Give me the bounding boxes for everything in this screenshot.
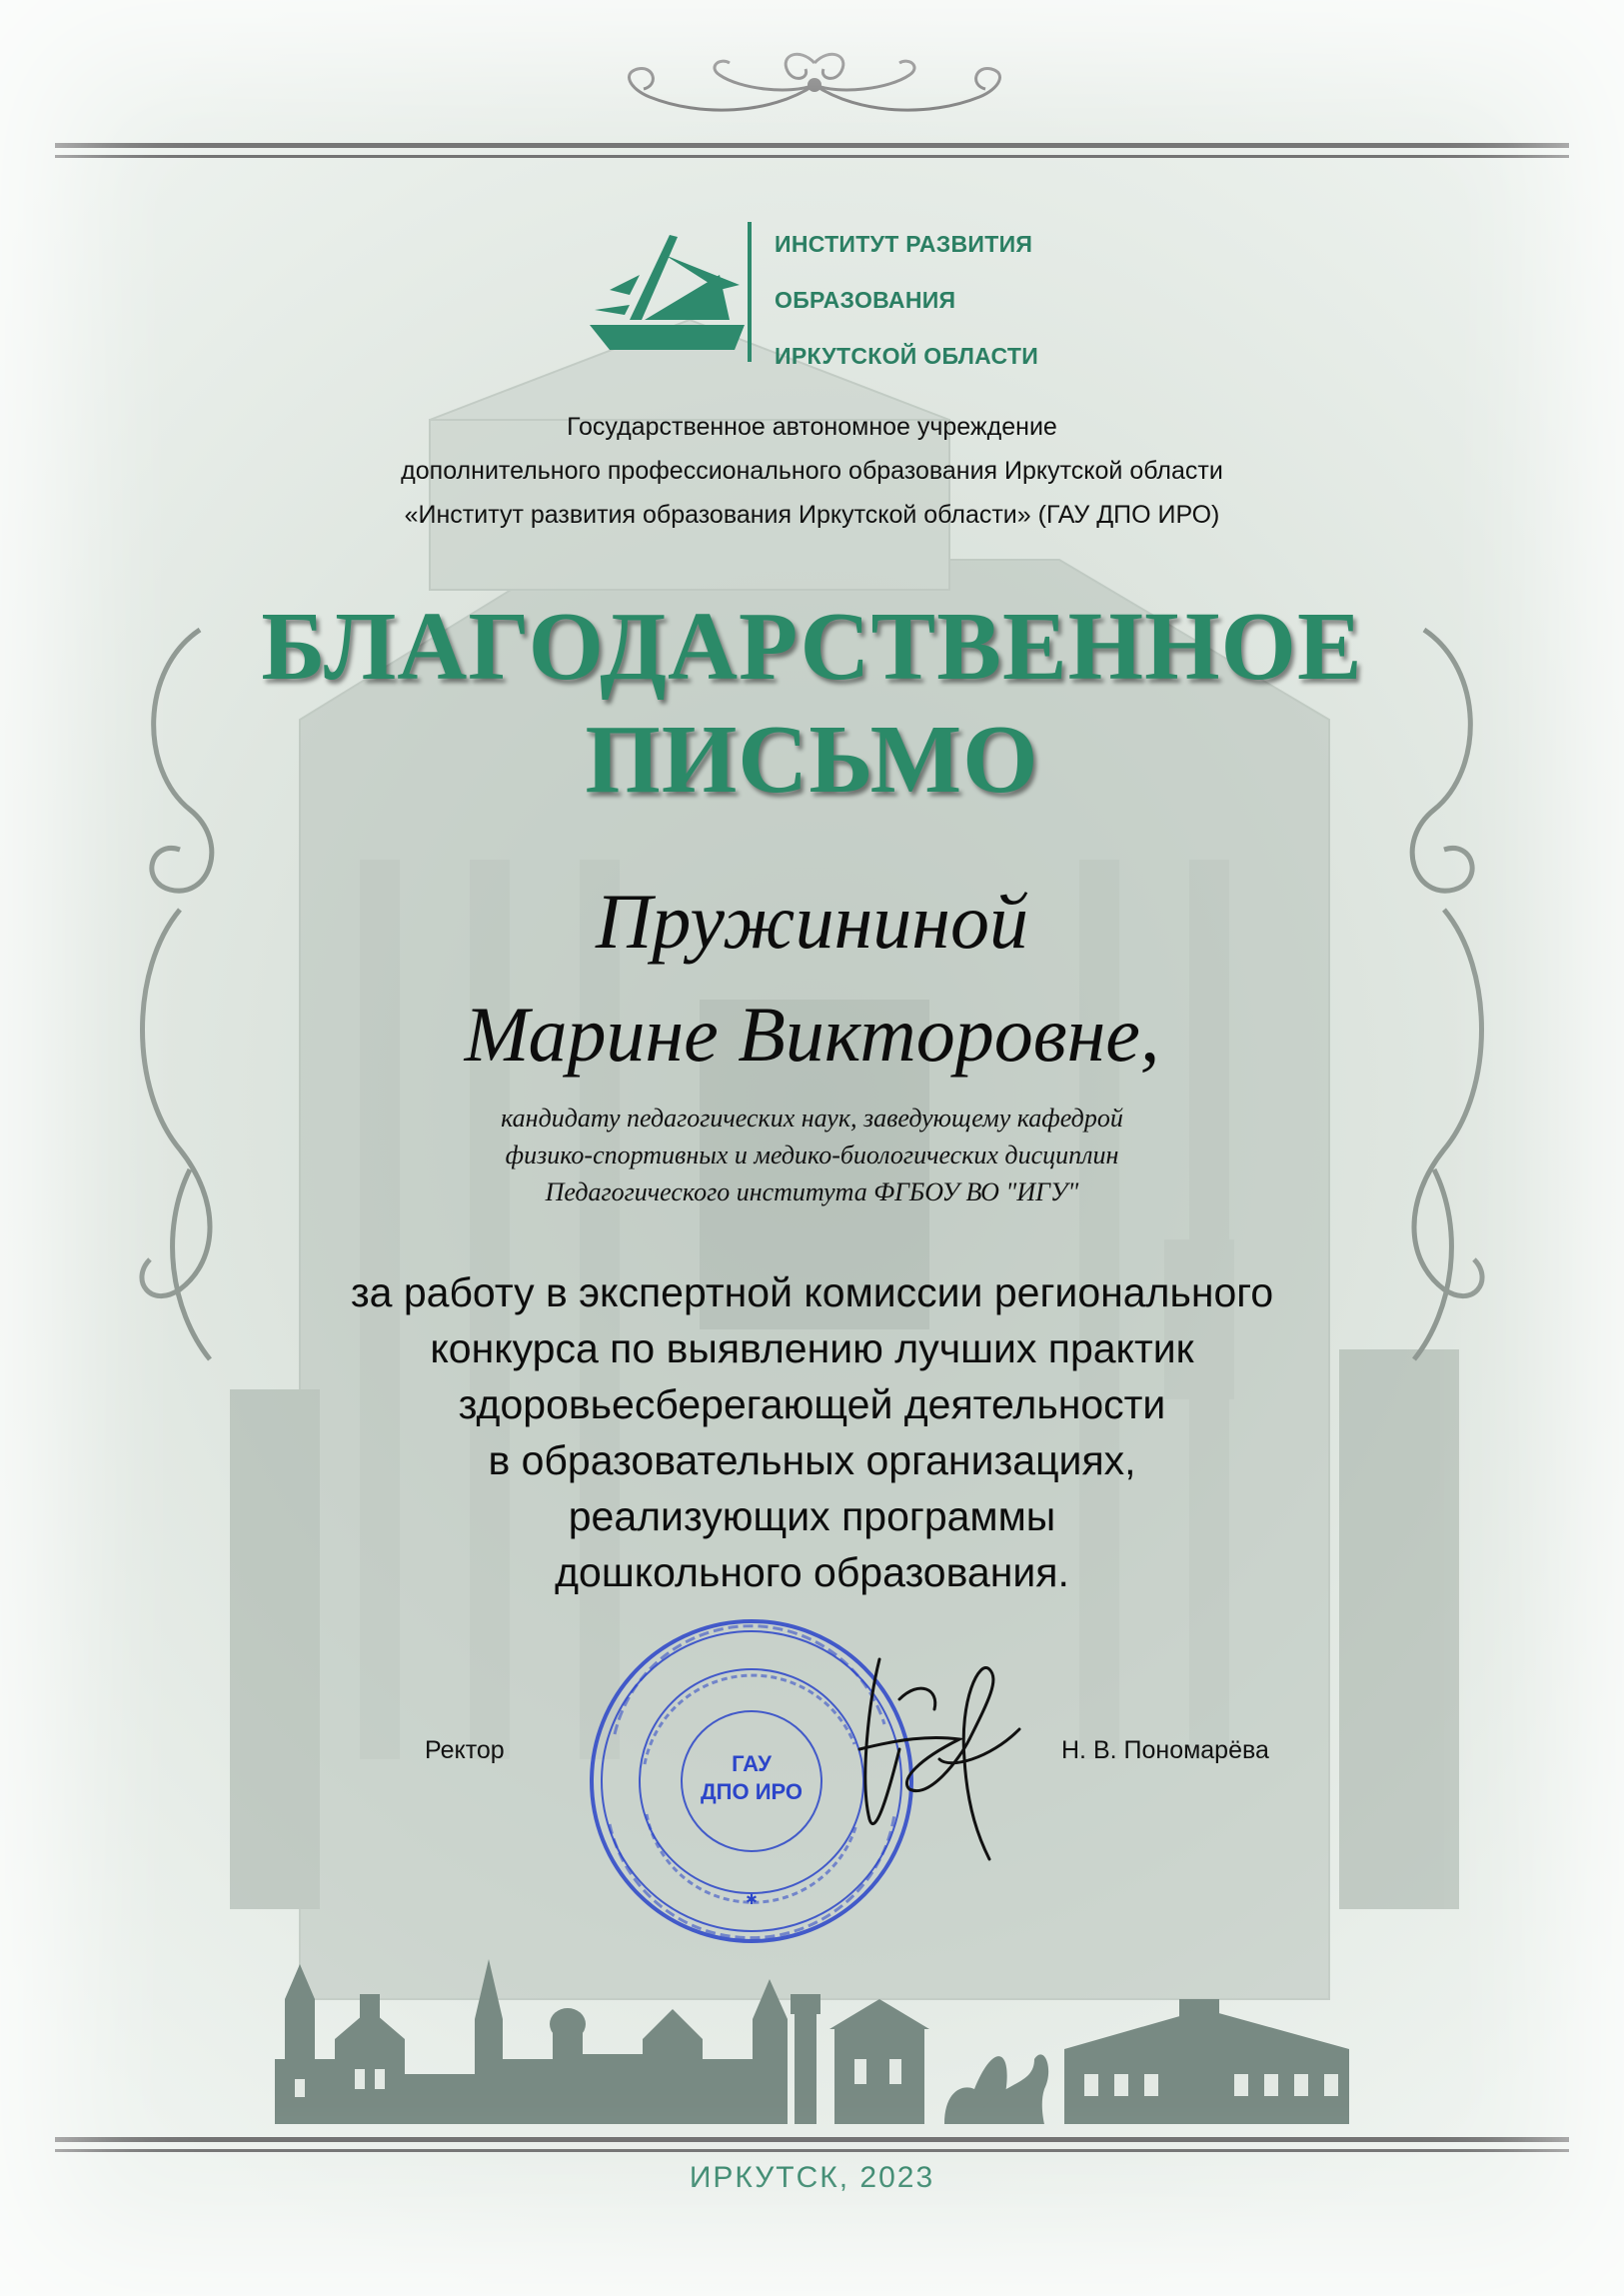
reason-line-2: конкурса по выявлению лучших практик [430,1325,1194,1371]
org-line-1: Государственное автономное учреждение [567,413,1057,441]
reason-line-3: здоровьесберегающей деятельности [458,1381,1166,1427]
logo-divider [748,222,752,362]
bottom-divider-thick [55,2137,1569,2142]
stamp-center-line-2: ДПО ИРО [700,1779,804,1804]
org-line-3: «Институт развития образования Иркутской области» (ГАУ ДПО ИРО) [404,501,1220,529]
stamp-star-icon: ✱ [746,1891,758,1907]
recipient-line-1: Пружининой [596,878,1028,965]
handwritten-signature [839,1639,1039,1869]
bottom-divider-thin [55,2149,1569,2152]
top-divider-thick [55,143,1569,148]
title-line-1: БЛАГОДАРСТВЕННОЕ [261,593,1363,700]
top-flourish-ornament [610,45,1019,130]
document-title [150,590,1474,816]
place-and-year: ИРКУТСК, 2023 [689,2161,935,2194]
irkutsk-skyline-illustration [275,1939,1349,2124]
org-line-2: дополнительного профессионального образования Иркутской области [401,457,1223,485]
organization-name [200,405,1424,537]
logo-line-1: ИНСТИТУТ РАЗВИТИЯ [775,231,1033,257]
reason-line-5: реализующих программы [568,1493,1056,1539]
reason-line-6: дошкольного образования. [555,1549,1069,1595]
logo-wordmark [775,216,1038,384]
position-line-3: Педагогического института ФГБОУ ВО "ИГУ" [545,1177,1079,1206]
logo-line-2: ОБРАЗОВАНИЯ [775,287,956,313]
top-divider-thin [55,155,1569,158]
signatory-role: Ректор [425,1736,505,1764]
title-line-2: ПИСЬМО [585,706,1039,813]
recipient-line-2: Марине Викторовне, [464,991,1160,1078]
signatory-name: Н. В. Пономарёва [1061,1736,1269,1764]
reason-line-1: за работу в экспертной комиссии регионального [350,1269,1274,1315]
recipient-name [150,865,1474,1091]
iro-ship-logo [570,215,760,365]
logo-line-3: ИРКУТСКОЙ ОБЛАСТИ [775,343,1039,369]
recipient-position [300,1100,1324,1210]
award-reason [230,1264,1394,1600]
reason-line-4: в образовательных организациях, [488,1437,1136,1483]
position-line-2: физико-спортивных и медико-биологических дисциплин [505,1141,1119,1169]
stamp-center-line-1: ГАУ [732,1751,772,1776]
position-line-1: кандидату педагогических наук, заведующему кафедрой [501,1104,1123,1133]
